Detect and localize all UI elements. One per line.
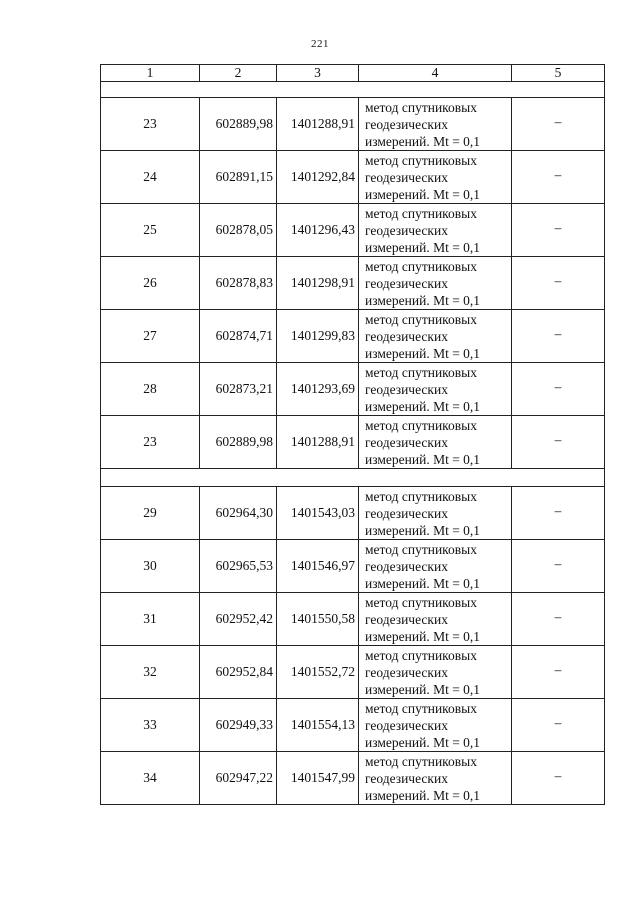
note-cell — [512, 487, 605, 540]
note-cell — [512, 151, 605, 204]
method-cell — [359, 257, 512, 310]
method-cell — [359, 540, 512, 593]
note-cell — [512, 257, 605, 310]
note-cell — [512, 752, 605, 805]
y-coordinate-cell: 1401554,13 — [277, 699, 359, 752]
method-line: измерений. Mt = 0,1 — [365, 399, 481, 414]
table-row — [101, 257, 605, 310]
method-cell — [359, 646, 512, 699]
note-cell — [512, 98, 605, 151]
table-row — [101, 699, 605, 752]
method-line: измерений. Mt = 0,1 — [365, 523, 481, 538]
method-line: измерений. Mt = 0,1 — [365, 735, 481, 750]
method-cell — [359, 752, 512, 805]
method-line: измерений. Mt = 0,1 — [365, 629, 481, 644]
method-line: измерений. Mt = 0,1 — [365, 293, 481, 308]
method-line: геодезических — [365, 117, 448, 132]
method-line: измерений. Mt = 0,1 — [365, 134, 481, 149]
point-number-cell: 28 — [101, 363, 200, 416]
x-coordinate-cell: 602878,05 — [200, 204, 277, 257]
y-coordinate-cell: 1401547,99 — [277, 752, 359, 805]
method-line: геодезических — [365, 612, 448, 627]
point-number-cell: 33 — [101, 699, 200, 752]
note-dash: – — [554, 556, 562, 571]
y-coordinate-cell: 1401296,43 — [277, 204, 359, 257]
method-line: геодезических — [365, 718, 448, 733]
method-line: метод спутниковых — [365, 701, 477, 716]
column-header: 1 — [101, 65, 200, 82]
method-cell — [359, 487, 512, 540]
note-cell — [512, 540, 605, 593]
x-coordinate-cell: 602964,30 — [200, 487, 277, 540]
method-line: измерений. Mt = 0,1 — [365, 682, 481, 697]
note-dash: – — [554, 220, 562, 235]
method-line: геодезических — [365, 771, 448, 786]
x-coordinate-cell: 602947,22 — [200, 752, 277, 805]
method-cell — [359, 151, 512, 204]
method-line: геодезических — [365, 170, 448, 185]
method-line: геодезических — [365, 382, 448, 397]
y-coordinate-cell: 1401543,03 — [277, 487, 359, 540]
note-dash: – — [554, 379, 562, 394]
point-number-cell: 26 — [101, 257, 200, 310]
method-line: геодезических — [365, 276, 448, 291]
x-coordinate-cell: 602889,98 — [200, 416, 277, 469]
x-coordinate-cell: 602952,42 — [200, 593, 277, 646]
note-cell — [512, 416, 605, 469]
method-line: метод спутниковых — [365, 489, 477, 504]
note-dash: – — [554, 503, 562, 518]
table-row — [101, 310, 605, 363]
method-line: метод спутниковых — [365, 312, 477, 327]
method-line: геодезических — [365, 435, 448, 450]
method-line: метод спутниковых — [365, 595, 477, 610]
group-separator-row — [101, 469, 605, 487]
y-coordinate-cell: 1401550,58 — [277, 593, 359, 646]
x-coordinate-cell: 602965,53 — [200, 540, 277, 593]
coordinates-table — [100, 64, 605, 805]
note-dash: – — [554, 167, 562, 182]
y-coordinate-cell: 1401298,91 — [277, 257, 359, 310]
method-cell — [359, 204, 512, 257]
point-number-cell: 31 — [101, 593, 200, 646]
note-dash: – — [554, 715, 562, 730]
table-row — [101, 416, 605, 469]
point-number-cell: 30 — [101, 540, 200, 593]
table-row — [101, 646, 605, 699]
column-header: 3 — [277, 65, 359, 82]
note-dash: – — [554, 114, 562, 129]
y-coordinate-cell: 1401288,91 — [277, 98, 359, 151]
method-line: измерений. Mt = 0,1 — [365, 187, 481, 202]
method-line: метод спутниковых — [365, 365, 477, 380]
note-dash: – — [554, 768, 562, 783]
point-number-cell: 23 — [101, 416, 200, 469]
group-separator-cell — [101, 469, 605, 487]
method-cell — [359, 416, 512, 469]
table-row — [101, 487, 605, 540]
group-separator-row — [101, 82, 605, 98]
table-row — [101, 540, 605, 593]
table-header-row — [101, 65, 605, 82]
note-cell — [512, 204, 605, 257]
table-row — [101, 363, 605, 416]
point-number-cell: 27 — [101, 310, 200, 363]
x-coordinate-cell: 602873,21 — [200, 363, 277, 416]
x-coordinate-cell: 602949,33 — [200, 699, 277, 752]
y-coordinate-cell: 1401552,72 — [277, 646, 359, 699]
note-dash: – — [554, 326, 562, 341]
method-line: метод спутниковых — [365, 648, 477, 663]
method-cell — [359, 98, 512, 151]
method-line: геодезических — [365, 506, 448, 521]
point-number-cell: 23 — [101, 98, 200, 151]
method-line: измерений. Mt = 0,1 — [365, 346, 481, 361]
note-cell — [512, 593, 605, 646]
note-dash: – — [554, 662, 562, 677]
table-row — [101, 752, 605, 805]
method-line: измерений. Mt = 0,1 — [365, 452, 481, 467]
table-row — [101, 98, 605, 151]
note-cell — [512, 699, 605, 752]
note-dash: – — [554, 432, 562, 447]
column-header: 4 — [359, 65, 512, 82]
method-cell — [359, 699, 512, 752]
table-row — [101, 151, 605, 204]
method-cell — [359, 593, 512, 646]
point-number-cell: 32 — [101, 646, 200, 699]
method-line: геодезических — [365, 223, 448, 238]
y-coordinate-cell: 1401299,83 — [277, 310, 359, 363]
point-number-cell: 24 — [101, 151, 200, 204]
column-header: 5 — [512, 65, 605, 82]
y-coordinate-cell: 1401288,91 — [277, 416, 359, 469]
column-header: 2 — [200, 65, 277, 82]
method-line: метод спутниковых — [365, 418, 477, 433]
point-number-cell: 34 — [101, 752, 200, 805]
table-row — [101, 593, 605, 646]
method-cell — [359, 363, 512, 416]
page-number: 221 — [311, 38, 329, 50]
method-line: метод спутниковых — [365, 259, 477, 274]
y-coordinate-cell: 1401293,69 — [277, 363, 359, 416]
method-line: геодезических — [365, 665, 448, 680]
x-coordinate-cell: 602952,84 — [200, 646, 277, 699]
method-line: метод спутниковых — [365, 754, 477, 769]
note-dash: – — [554, 609, 562, 624]
note-dash: – — [554, 273, 562, 288]
group-separator-cell — [101, 82, 605, 98]
method-line: измерений. Mt = 0,1 — [365, 576, 481, 591]
y-coordinate-cell: 1401292,84 — [277, 151, 359, 204]
method-line: метод спутниковых — [365, 206, 477, 221]
x-coordinate-cell: 602891,15 — [200, 151, 277, 204]
point-number-cell: 25 — [101, 204, 200, 257]
method-line: метод спутниковых — [365, 100, 477, 115]
x-coordinate-cell: 602874,71 — [200, 310, 277, 363]
method-line: геодезических — [365, 559, 448, 574]
point-number-cell: 29 — [101, 487, 200, 540]
method-line: измерений. Mt = 0,1 — [365, 240, 481, 255]
method-cell — [359, 310, 512, 363]
x-coordinate-cell: 602878,83 — [200, 257, 277, 310]
note-cell — [512, 646, 605, 699]
y-coordinate-cell: 1401546,97 — [277, 540, 359, 593]
table-body — [101, 82, 605, 805]
method-line: метод спутниковых — [365, 153, 477, 168]
method-line: геодезических — [365, 329, 448, 344]
note-cell — [512, 310, 605, 363]
method-line: измерений. Mt = 0,1 — [365, 788, 481, 803]
note-cell — [512, 363, 605, 416]
table-row — [101, 204, 605, 257]
x-coordinate-cell: 602889,98 — [200, 98, 277, 151]
method-line: метод спутниковых — [365, 542, 477, 557]
